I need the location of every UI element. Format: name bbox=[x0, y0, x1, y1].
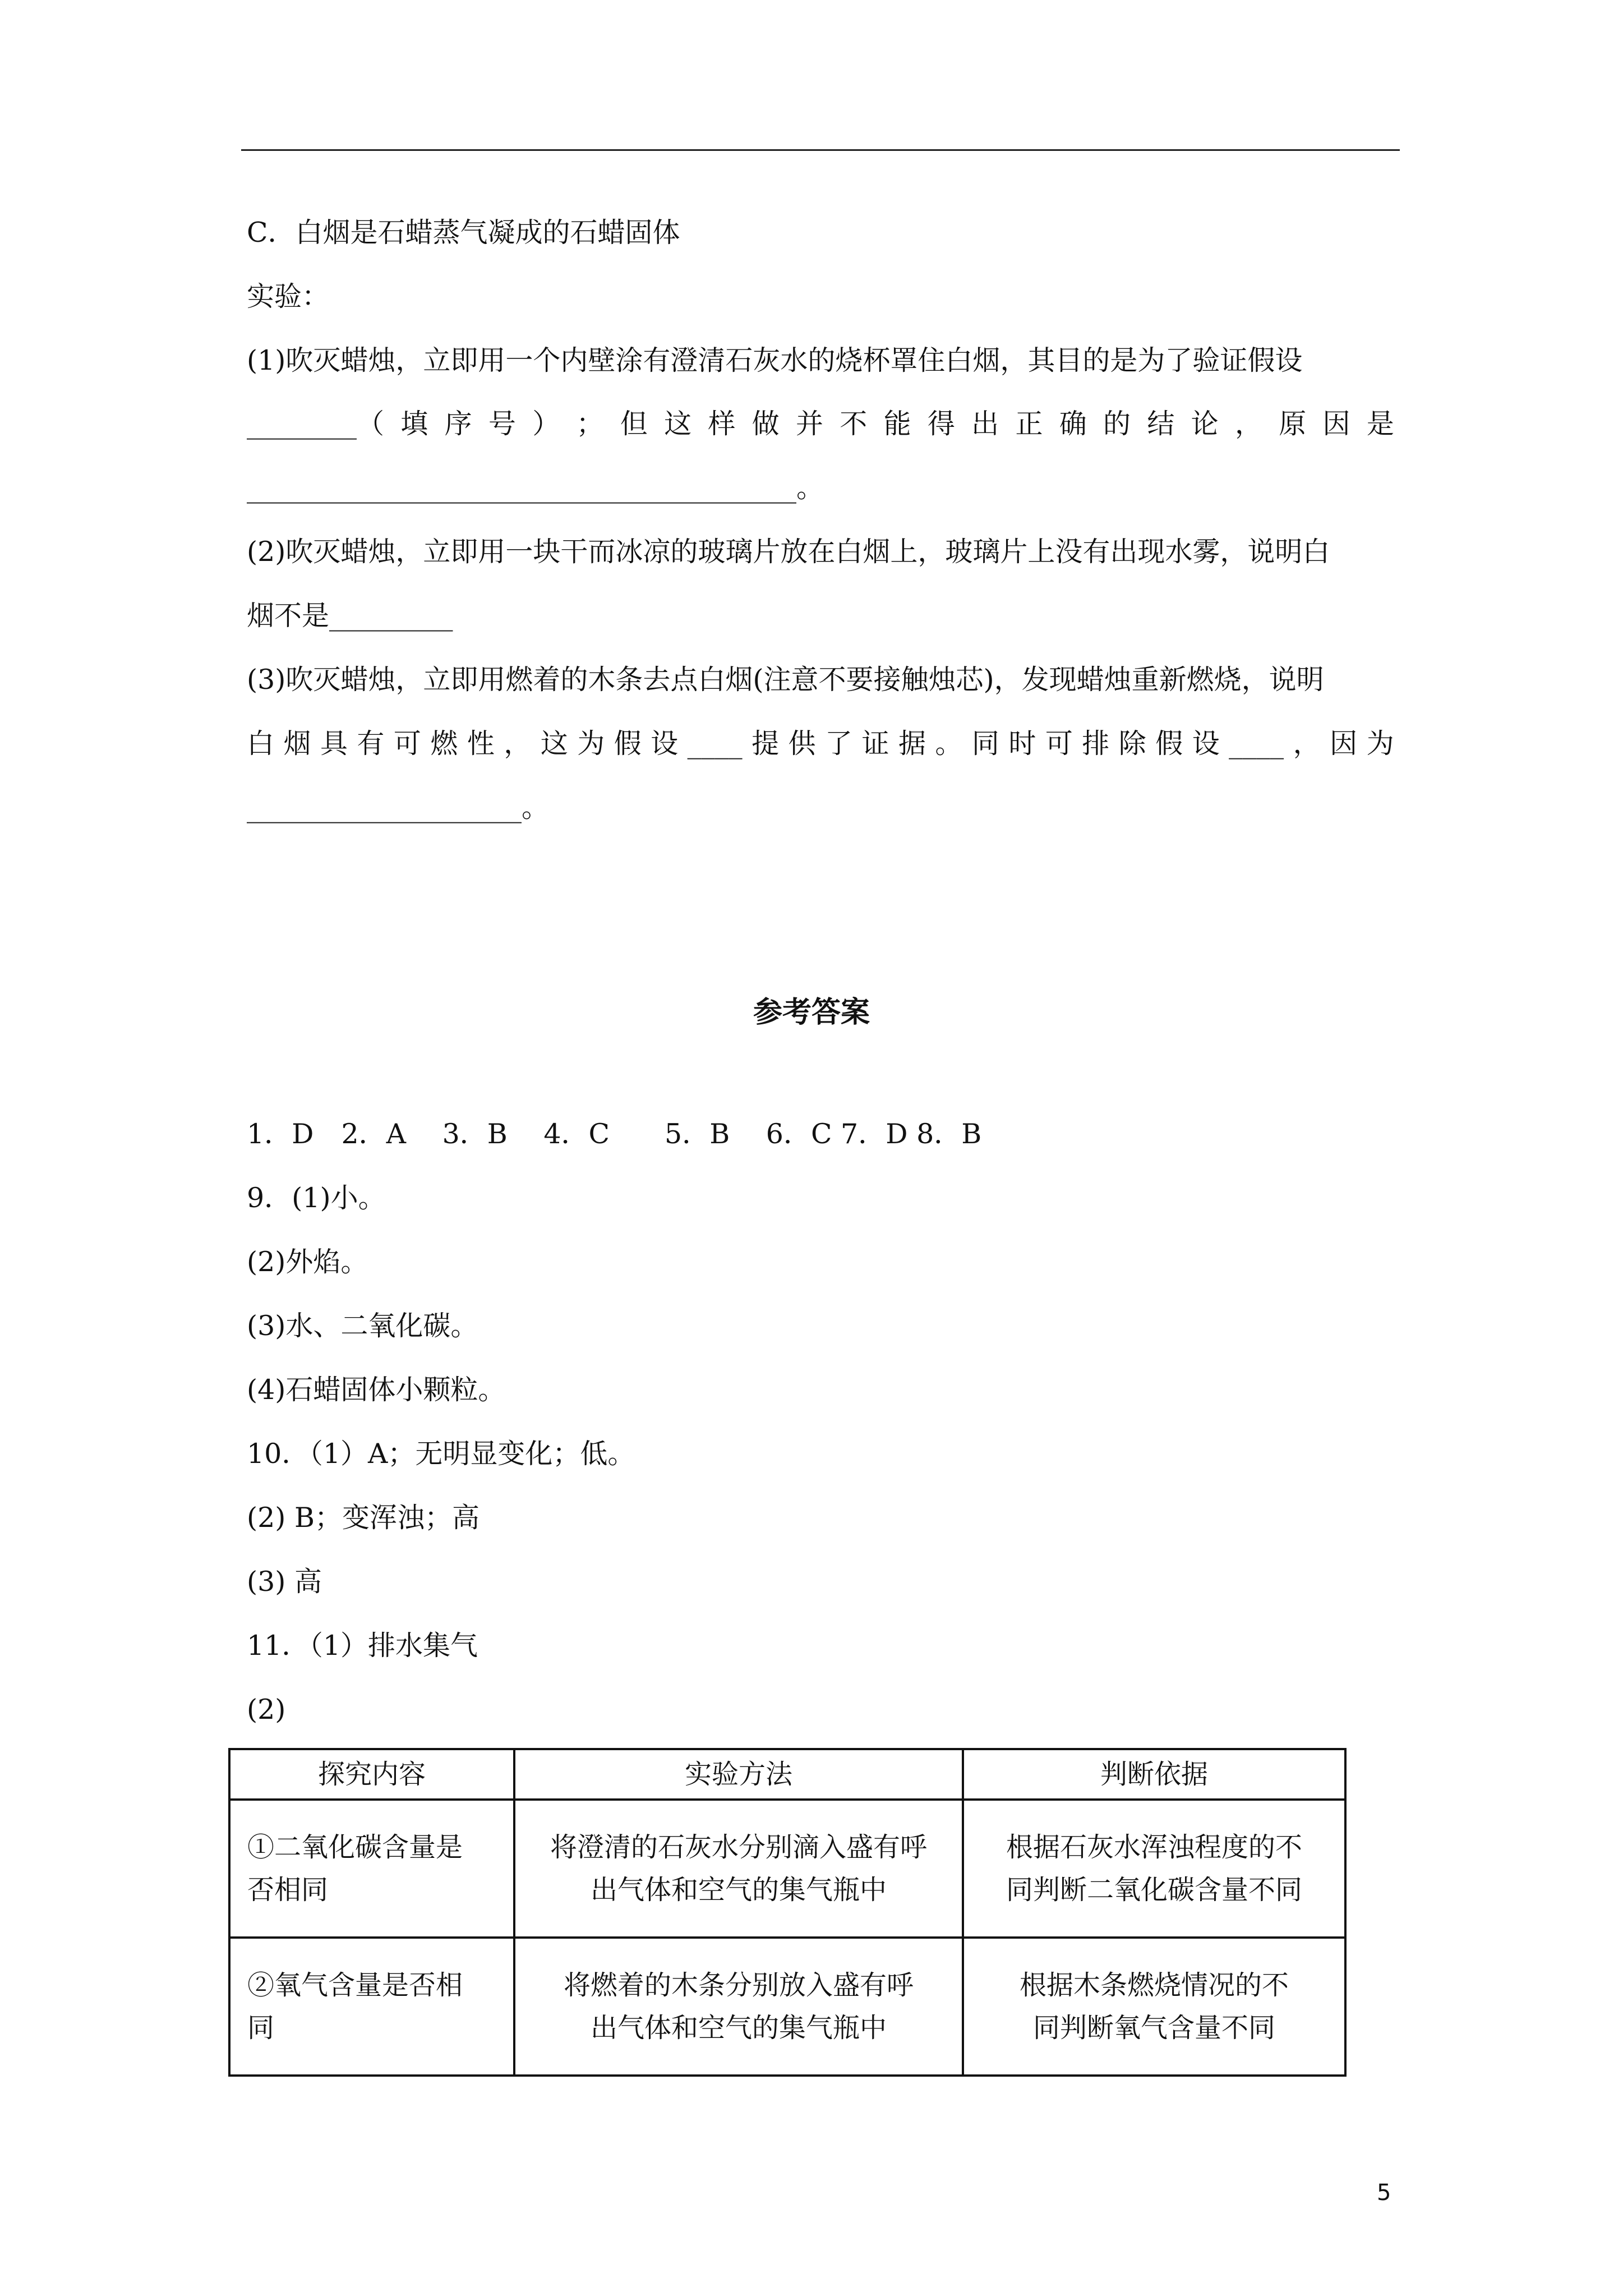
justified-token: 正 bbox=[1015, 408, 1043, 440]
justified-token: 供 bbox=[788, 728, 816, 760]
justified-token: 提 bbox=[751, 728, 780, 760]
justified-token: 能 bbox=[883, 408, 911, 440]
justified-token: 具 bbox=[320, 728, 348, 760]
justified-token: 并 bbox=[795, 408, 823, 440]
question-3-line-1: (3)吹灭蜡烛，立即用燃着的木条去点白烟(注意不要接触烛芯)，发现蜡烛重新燃烧，说明 bbox=[247, 664, 1324, 696]
justified-token: 时 bbox=[1008, 728, 1036, 760]
justified-token: 样 bbox=[708, 408, 736, 440]
justified-token: 为 bbox=[577, 728, 605, 760]
cell-line: 将燃着的木条分别放入盛有呼 bbox=[563, 1970, 914, 2001]
cell-content bbox=[229, 1800, 514, 1938]
justified-token: 不 bbox=[840, 408, 868, 440]
page-number: 5 bbox=[1377, 2180, 1391, 2206]
answer-multiple-choice: 1．D 2．A 3．B 4．C 5．B 6．C 7．D 8．B bbox=[247, 1118, 982, 1150]
cell-line: ①二氧化碳含量是 bbox=[247, 1832, 463, 1863]
answer-10-1: 10．（1）A；无明显变化；低。 bbox=[247, 1438, 635, 1470]
cell-line: 将澄清的石灰水分别滴入盛有呼 bbox=[550, 1832, 927, 1863]
justified-token: ， bbox=[504, 728, 532, 760]
justified-token: 序 bbox=[444, 408, 472, 440]
justified-token: 假 bbox=[614, 728, 642, 760]
justified-token: 的 bbox=[1103, 408, 1131, 440]
justified-token: 原 bbox=[1279, 408, 1307, 440]
justified-token: ____ bbox=[1229, 728, 1284, 760]
justified-token: 得 bbox=[927, 408, 955, 440]
cell-basis bbox=[963, 1938, 1345, 2076]
cell-line: 同判断二氧化碳含量不同 bbox=[1006, 1874, 1302, 1906]
question-2-line-2: 烟不是_________ bbox=[247, 600, 453, 632]
header-rule bbox=[241, 149, 1400, 151]
justified-token: 烟 bbox=[283, 728, 311, 760]
justified-token: 性 bbox=[467, 728, 495, 760]
justified-token: ） bbox=[532, 408, 560, 440]
answer-table bbox=[228, 1748, 1347, 2077]
justified-token: 。 bbox=[935, 728, 963, 760]
answer-10-2: (2) B；变浑浊；高 bbox=[247, 1502, 479, 1534]
justified-token: 可 bbox=[393, 728, 421, 760]
justified-token: 同 bbox=[971, 728, 999, 760]
cell-basis bbox=[963, 1800, 1345, 1938]
justified-token: 据 bbox=[898, 728, 926, 760]
justified-token: 是 bbox=[1366, 408, 1394, 440]
justified-token: 燃 bbox=[430, 728, 458, 760]
cell-content bbox=[229, 1938, 514, 2076]
justified-token: 因 bbox=[1322, 408, 1350, 440]
justified-token: 号 bbox=[488, 408, 516, 440]
cell-method bbox=[514, 1800, 963, 1938]
justified-token: 但 bbox=[620, 408, 648, 440]
cell-line: ②氧气含量是否相 bbox=[247, 1970, 463, 2001]
answers-title: 参考答案 bbox=[753, 996, 870, 1029]
question-3-line-3: ____________________。 bbox=[247, 792, 549, 823]
question-3-line-2 bbox=[247, 727, 1394, 761]
answer-9-3: (3)水、二氧化碳。 bbox=[247, 1310, 478, 1342]
header-method: 实验方法 bbox=[514, 1749, 963, 1800]
answer-10-3: (3) 高 bbox=[247, 1566, 322, 1598]
question-2-line-1: (2)吹灭蜡烛，立即用一块干而冰凉的玻璃片放在白烟上，玻璃片上没有出现水雾，说明白 bbox=[247, 536, 1330, 568]
cell-line: 同判断氧气含量不同 bbox=[1032, 2012, 1275, 2044]
justified-token: 确 bbox=[1059, 408, 1087, 440]
justified-token: 除 bbox=[1118, 728, 1146, 760]
justified-token: 了 bbox=[825, 728, 853, 760]
justified-token: 设 bbox=[651, 728, 679, 760]
justified-token: 设 bbox=[1192, 728, 1220, 760]
experiment-label: 实验： bbox=[247, 280, 330, 312]
justified-token: ________（ bbox=[247, 408, 385, 440]
question-1-line-3: ________________________________________。 bbox=[247, 472, 824, 504]
justified-token: 有 bbox=[357, 728, 385, 760]
justified-token: 出 bbox=[971, 408, 999, 440]
question-1-line-2 bbox=[247, 407, 1394, 441]
justified-token: 排 bbox=[1082, 728, 1110, 760]
justified-token: 因 bbox=[1330, 728, 1358, 760]
cell-line: 根据石灰水浑浊程度的不 bbox=[1006, 1832, 1302, 1863]
question-1-line-1: (1)吹灭蜡烛，立即用一个内壁涂有澄清石灰水的烧杯罩住白烟，其目的是为了验证假设 bbox=[247, 344, 1303, 376]
justified-token: ； bbox=[576, 408, 604, 440]
justified-token: 做 bbox=[751, 408, 780, 440]
header-content: 探究内容 bbox=[229, 1749, 514, 1800]
answer-9-1: 9．(1)小。 bbox=[247, 1182, 386, 1214]
justified-token: 论 bbox=[1191, 408, 1219, 440]
answer-9-4: (4)石蜡固体小颗粒。 bbox=[247, 1374, 506, 1406]
cell-line: 否相同 bbox=[247, 1874, 329, 1906]
cell-line: 出气体和空气的集气瓶中 bbox=[590, 2012, 887, 2044]
justified-token: ， bbox=[1293, 728, 1321, 760]
option-c: C．白烟是石蜡蒸气凝成的石蜡固体 bbox=[247, 217, 680, 249]
table-row bbox=[229, 1938, 1345, 2076]
justified-token: ， bbox=[1234, 408, 1262, 440]
justified-token: 这 bbox=[664, 408, 692, 440]
justified-token: 假 bbox=[1155, 728, 1183, 760]
justified-token: 结 bbox=[1147, 408, 1175, 440]
answer-11-1: 11．（1）排水集气 bbox=[247, 1630, 478, 1662]
justified-token: 证 bbox=[861, 728, 889, 760]
table-header-row bbox=[229, 1749, 1345, 1800]
cell-line: 同 bbox=[247, 2012, 275, 2044]
justified-token: 这 bbox=[540, 728, 568, 760]
answer-9-2: (2)外焰。 bbox=[247, 1246, 368, 1278]
justified-token: 为 bbox=[1366, 728, 1394, 760]
cell-line: 根据木条燃烧情况的不 bbox=[1019, 1970, 1289, 2001]
justified-token: ____ bbox=[687, 728, 743, 760]
cell-line: 出气体和空气的集气瓶中 bbox=[590, 1874, 887, 1906]
header-basis: 判断依据 bbox=[963, 1749, 1345, 1800]
justified-token: 白 bbox=[247, 728, 275, 760]
table-row bbox=[229, 1800, 1345, 1938]
justified-token: 可 bbox=[1045, 728, 1073, 760]
answer-11-2: (2) bbox=[247, 1694, 286, 1726]
cell-method bbox=[514, 1938, 963, 2076]
justified-token: 填 bbox=[400, 408, 428, 440]
